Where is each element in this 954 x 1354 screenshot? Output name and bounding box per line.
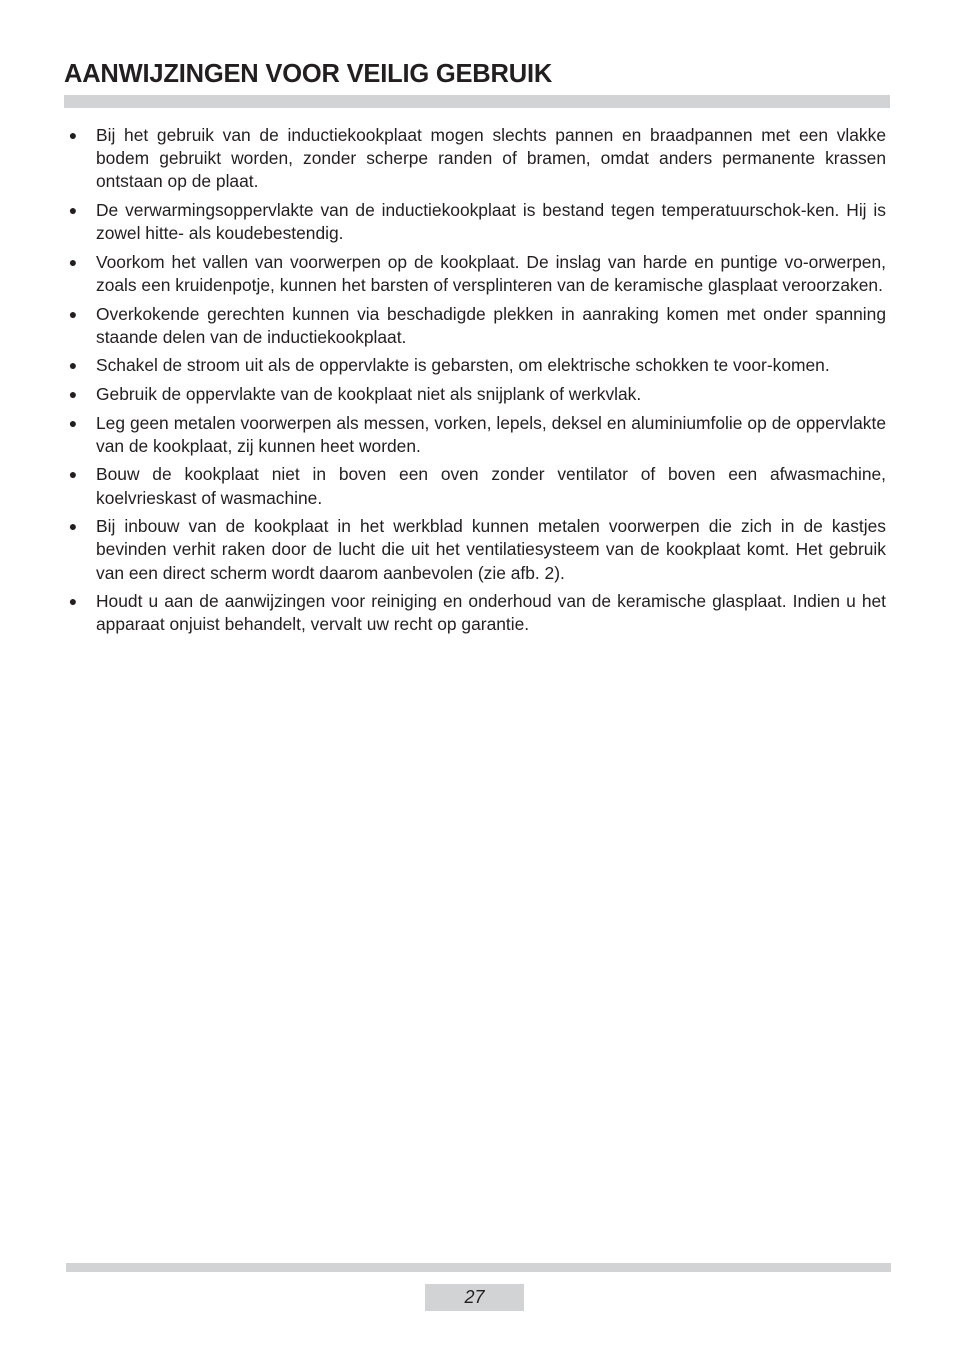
bullet-icon: ● (68, 253, 78, 270)
list-item (64, 303, 886, 349)
list-item (64, 463, 886, 509)
list-item (64, 251, 886, 297)
list-item (64, 124, 886, 194)
list-item-text: Bij het gebruik van de inductiekookplaat mogen slechts pannen en braadpannen met een vlakke bodem gebruikt worden, zonder scherpe randen of bramen, omdat anders permanente krassen ontstaan op de plaat. (96, 125, 886, 192)
bullet-icon: ● (68, 385, 78, 402)
list-item (64, 590, 886, 636)
list-item (64, 515, 886, 585)
safety-instructions-list (64, 124, 886, 642)
list-item (64, 354, 886, 377)
page-number: 27 (425, 1284, 524, 1311)
footer-bar (66, 1263, 891, 1272)
list-item (64, 412, 886, 458)
list-item-text: Schakel de stroom uit als de oppervlakte is gebarsten, om elektrische schokken te voor-komen. (96, 355, 830, 376)
list-item-text: Bij inbouw van de kookplaat in het werkblad kunnen metalen voorwerpen die zich in de kastjes bevinden verhit raken door de lucht die uit het ventilatiesysteem van de kookplaat komt. Het gebruik van een direct scherm wordt daarom aanbevolen (zie afb. 2). (96, 516, 886, 583)
page-title: AANWIJZINGEN VOOR VEILIG GEBRUIK (64, 60, 553, 88)
bullet-icon: ● (68, 414, 78, 431)
title-underline-bar (64, 95, 890, 108)
list-item-text: De verwarmingsoppervlakte van de inductiekookplaat is bestand tegen temperatuurschok-ken. Hij is zowel hitte- als koudebestendig. (96, 200, 886, 244)
bullet-icon: ● (68, 466, 78, 483)
bullet-icon: ● (68, 202, 78, 218)
list-item-text: Overkokende gerechten kunnen via beschadigde plekken in aanraking komen met onder spanning staande delen van de inductiekookplaat. (96, 303, 886, 347)
bullet-icon: ● (68, 357, 78, 374)
list-item-text: Bouw de kookplaat niet in boven een oven zonder ventilator of boven een afwasmachine, koelvrieskast of wasmachine. (96, 464, 886, 508)
bullet-icon: ● (68, 305, 78, 322)
list-item-text: Houdt u aan de aanwijzingen voor reiniging en onderhoud van de keramische glasplaat. Indien u het apparaat onjuist behandelt, vervalt uw recht op garantie. (96, 591, 886, 635)
bullet-icon: ● (68, 127, 78, 143)
list-item (64, 199, 886, 245)
bullet-icon: ● (68, 518, 78, 535)
list-item-text: Leg geen metalen voorwerpen als messen, vorken, lepels, deksel en aluminiumfolie op de oppervlakte van de kookplaat, zij kunnen heet worden. (96, 412, 886, 456)
list-item (64, 383, 886, 406)
list-item-text: Voorkom het vallen van voorwerpen op de kookplaat. De inslag van harde en puntige vo-orwerpen, zoals een kruidenpotje, kunnen het barsten of versplinteren van de keramische glasplaat veroorzaken. (96, 251, 886, 295)
bullet-icon: ● (68, 593, 78, 610)
list-item-text: Gebruik de oppervlakte van de kookplaat niet als snijplank of werkvlak. (96, 383, 642, 404)
